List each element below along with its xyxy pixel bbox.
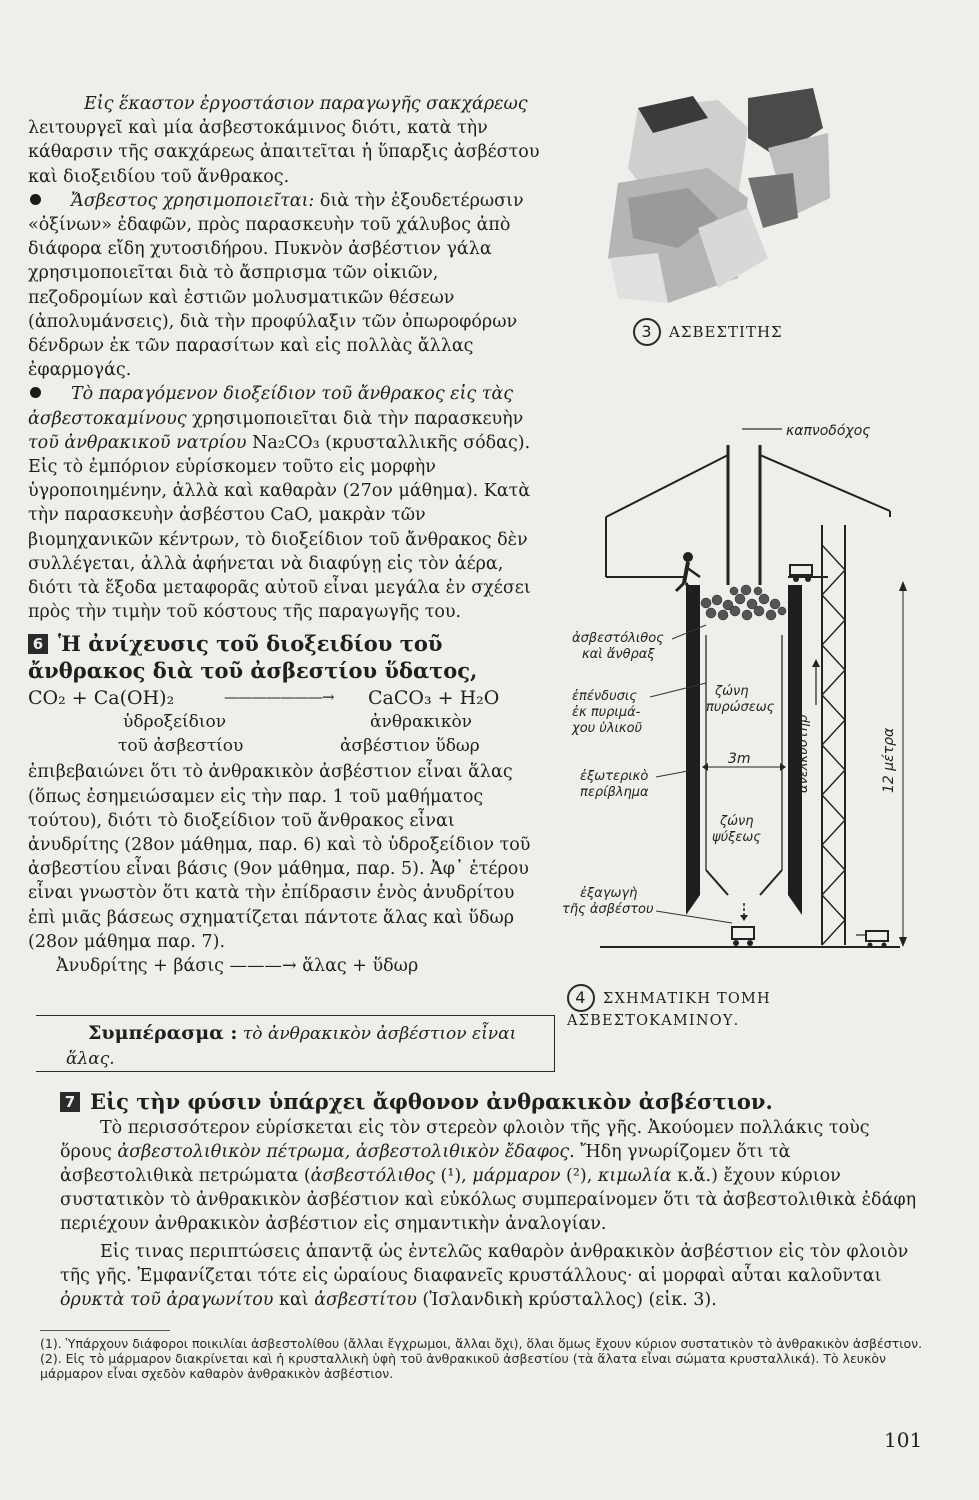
label-lime-exit-1: ἐξαγωγὴ xyxy=(580,886,638,901)
label-outer-shell-2: περίβλημα xyxy=(580,785,649,800)
paragraph-lime-uses: Ἄσβεστος χρησιμοποιεῖται: διὰ τὴν ἐξουδετέρωσιν «ὀξίνων» ἐδαφῶν, πρὸς παρασκευὴν τοῦ χάλυβος ἀπὸ διάφορα εἴδη χυτοσιδήρου. Πυκνὸν ἀσβέστιον γάλα χρησιμοποιεῖται διὰ τὸ ἄσπρισμα τῶν οἰκιῶν, πεζοδρομίων καὶ ἑστιῶν μολυσματικῶν θέσεων (ἀπολυμάνσεις), διὰ τὴν προφύλαξιν τῶν ὀπωροφόρων δένδρων ἐκ τῶν παρασίτων καὶ εἰς πολλὰς ἄλλας ἐφαρμογάς. xyxy=(28,190,524,381)
section-7-heading: 7 Εἰς τὴν φύσιν ὑπάρχει ἄφθονον ἀνθρακικὸν ἀσβέστιον. xyxy=(60,1090,920,1114)
paragraph-salt-proof: ἐπιβεβαιώνει ὅτι τὸ ἀνθρακικὸν ἀσβέστιον εἶναι ἅλας (ὅπως ἐσημειώσαμεν εἰς τὴν παρ. 1 τοῦ μαθήματος τούτου), διότι τὸ διοξείδιον τοῦ ἄνθρακος εἶναι ἀνυδρίτης (28ον μάθημα, παρ. 6) καὶ τὸ ὑδροξείδιον τοῦ ἀσβεστίου εἶναι βάσις (9ον μάθημα, παρ. 5). Ἀφ᾽ ἑτέρου εἶναι γνωστὸν ὅτι κατὰ τὴν ἐπίδρασιν ἑνὸς ἀνυδρίτου ἐπὶ μιᾶς βάσεως σχηματίζεται πάντοτε ἅλας καὶ ὕδωρ (28ον μάθημα παρ. 7). xyxy=(28,762,531,952)
footnote-rule xyxy=(40,1330,170,1331)
word-equation: Ἀνυδρίτης + βάσις ———→ ἅλας + ὕδωρ xyxy=(56,956,419,977)
figure-4-number: 4 xyxy=(567,984,595,1012)
figure-4-caption: 4 ΣΧΗΜΑΤΙΚΗ ΤΟΜΗ ΑΣΒΕΣΤΟΚΑΜΙΝΟΥ. xyxy=(567,984,927,1030)
label-limestone-coal-1: ἀσβεστόλιθος xyxy=(572,631,664,646)
label-height: 12 μέτρα xyxy=(881,727,897,793)
footnote-2: (2). Εἰς τὸ μάρμαρον διακρίνεται καὶ ἡ κρυσταλλικὴ ὑφὴ τοῦ ἀνθρακικοῦ ἀσβεστίου (τὰ ἅλατα εἶναι σώματα κρυσταλλικά). Τὸ λευκὸν μάρμαρον εἶναι σχεδὸν καθαρὸν ἀνθρακικὸν ἀσβέστιον. xyxy=(40,1351,886,1381)
footnotes xyxy=(40,1336,925,1381)
label-lining-3: χου ὑλικοῦ xyxy=(572,721,643,736)
conclusion-text-end: ἅλας. xyxy=(66,1049,115,1069)
label-lining-2: ἐκ πυριμά- xyxy=(572,705,641,720)
section-7-number: 7 xyxy=(60,1092,80,1112)
label-cool-zone-1: ζώνη xyxy=(720,814,754,829)
left-column xyxy=(28,92,540,978)
section-7 xyxy=(60,1090,920,1312)
equation-co2-limewater: CO₂ + Ca(OH)₂ ———————→ CaCO₃ + H₂O ὑδροξείδιον τοῦ ἀσβεστίου ἀνθρακικὸν ἀσβέστιον ὕδωρ xyxy=(28,687,500,757)
paragraph-co2-use: Τὸ παραγόμενον διοξείδιον τοῦ ἄνθρακος εἰς τὰς ἀσβεστοκαμίνους χρησιμοποιεῖται διὰ τὴν παρασκευὴν τοῦ ἀνθρακικοῦ νατρίου Na₂CO₃ (κρυσταλλικῆς σόδας). Εἰς τὸ ἐμπόριον εὑρίσκομεν τοῦτο εἰς μορφὴν ὑγροποιημένην, ἀλλὰ καὶ καθαρὰν (27ον μάθημα). Κατὰ τὴν παρασκευὴν ἀσβέστου CaO, μακρὰν τῶν βιομηχανικῶν κέντρων, τὸ διοξείδιον τοῦ ἄνθρακος δὲν συλλέγεται, ἀλλὰ ἀφήνεται νὰ διαφύγῃ εἰς τὸν ἀέρα, διότι τὰ ἔξοδα μεταφορᾶς αὐτοῦ εἶναι μεγάλα ἐν σχέσει πρὸς τὴν τιμὴν τοῦ κόστους τῆς παραγωγῆς του. xyxy=(28,384,531,623)
conclusion-text: τὸ ἀνθρακικὸν ἀσβέστιον εἶναι xyxy=(242,1024,517,1044)
lime-kiln-diagram xyxy=(560,415,940,975)
bullet-icon xyxy=(30,387,41,398)
figure-3-number: 3 xyxy=(633,318,661,346)
figure-3-caption: 3 ΑΣΒΕΣΤΙΤΗΣ xyxy=(633,318,783,346)
section-7-paragraph-1: Τὸ περισσότερον εὑρίσκεται εἰς τὸν στερεὸν φλοιὸν τῆς γῆς. Ἀκούομεν πολλάκις τοὺς ὅρους ἀσβεστολιθικὸν πέτρωμα, ἀσβεστολιθικὸν ἔδαφος. Ἤδη γνωρίζομεν ὅτι τὰ ἀσβεστολιθικὰ πετρώματα (ἀσβεστόλιθος (¹), μάρμαρον (²), κιμωλία κ.ἄ.) ἔχουν κύριον συστατικὸν τὸ ἀνθρακικὸν ἀσβέστιον καὶ εὐκόλως συμπεραίνομεν ὅτι τὰ ἀσβεστολιθικὰ ἐδάφη περιέχουν ἀνθρακικὸν ἀσβέστιον εἰς σημαντικὴν ἀναλογίαν. xyxy=(60,1118,917,1234)
page-number: 101 xyxy=(884,1428,923,1452)
label-lining-1: ἐπένδυσις xyxy=(572,689,637,704)
section-6-number: 6 xyxy=(28,634,48,654)
label-lime-exit-2: τῆς ἀσβέστου xyxy=(562,902,654,917)
bullet-icon xyxy=(30,194,41,205)
label-width: 3m xyxy=(728,751,751,767)
label-cool-zone-2: ψύξεως xyxy=(712,830,761,845)
label-chimney: καπνοδόχος xyxy=(786,423,871,439)
footnote-1: (1). Ὑπάρχουν διάφοροι ποικιλίαι ἀσβεστολίθου (ἄλλαι ἔγχρωμοι, ἄλλαι ὄχι), ὅλαι ὅμως ἔχουν κύριον συστατικὸν τὸ ἀνθρακικὸν ἀσβέστιον. xyxy=(40,1336,923,1351)
label-fire-zone-1: ζώνη xyxy=(715,684,749,699)
label-fire-zone-2: πυρώσεως xyxy=(706,700,775,715)
label-elevator: ἀνελκυστήρ xyxy=(796,714,811,793)
label-limestone-coal-2: καὶ ἄνθραξ xyxy=(582,647,655,662)
conclusion-label: Συμπέρασμα : xyxy=(88,1022,238,1044)
calcite-crystal-image xyxy=(598,88,830,308)
conclusion-box xyxy=(36,1015,555,1072)
section-6-heading: 6 Ἡ ἀνίχευσις τοῦ διοξειδίου τοῦ ἄνθρακος διὰ τοῦ ἀσβεστίου ὕδατος, xyxy=(28,631,478,684)
section-7-paragraph-2: Εἰς τινας περιπτώσεις ἀπαντᾷ ὡς ἐντελῶς καθαρὸν ἀνθρακικὸν ἀσβέστιον εἰς τὸν φλοιὸν τῆς γῆς. Ἐμφανίζεται τότε εἰς ὡραίους διαφανεῖς κρυστάλλους· αἱ μορφαὶ αὗται καλοῦνται ὀρυκτὰ τοῦ ἀραγωνίτου καὶ ἀσβεστίτου (Ἰσλανδικὴ κρύσταλλος) (εἰκ. 3). xyxy=(60,1242,909,1310)
paragraph-sugar: Εἰς ἕκαστον ἐργοστάσιον παραγωγῆς σακχάρεως λειτουργεῖ καὶ μία ἀσβεστοκάμινος διότι, κατὰ τὴν κάθαρσιν τῆς σακχάρεως ἀπαιτεῖται ἡ ὕπαρξις ἀσβέστου καὶ διοξειδίου τοῦ ἄνθρακος. xyxy=(28,94,540,187)
calcite-crystal-photo xyxy=(598,88,830,308)
label-outer-shell-1: ἐξωτερικὸ xyxy=(580,769,649,784)
